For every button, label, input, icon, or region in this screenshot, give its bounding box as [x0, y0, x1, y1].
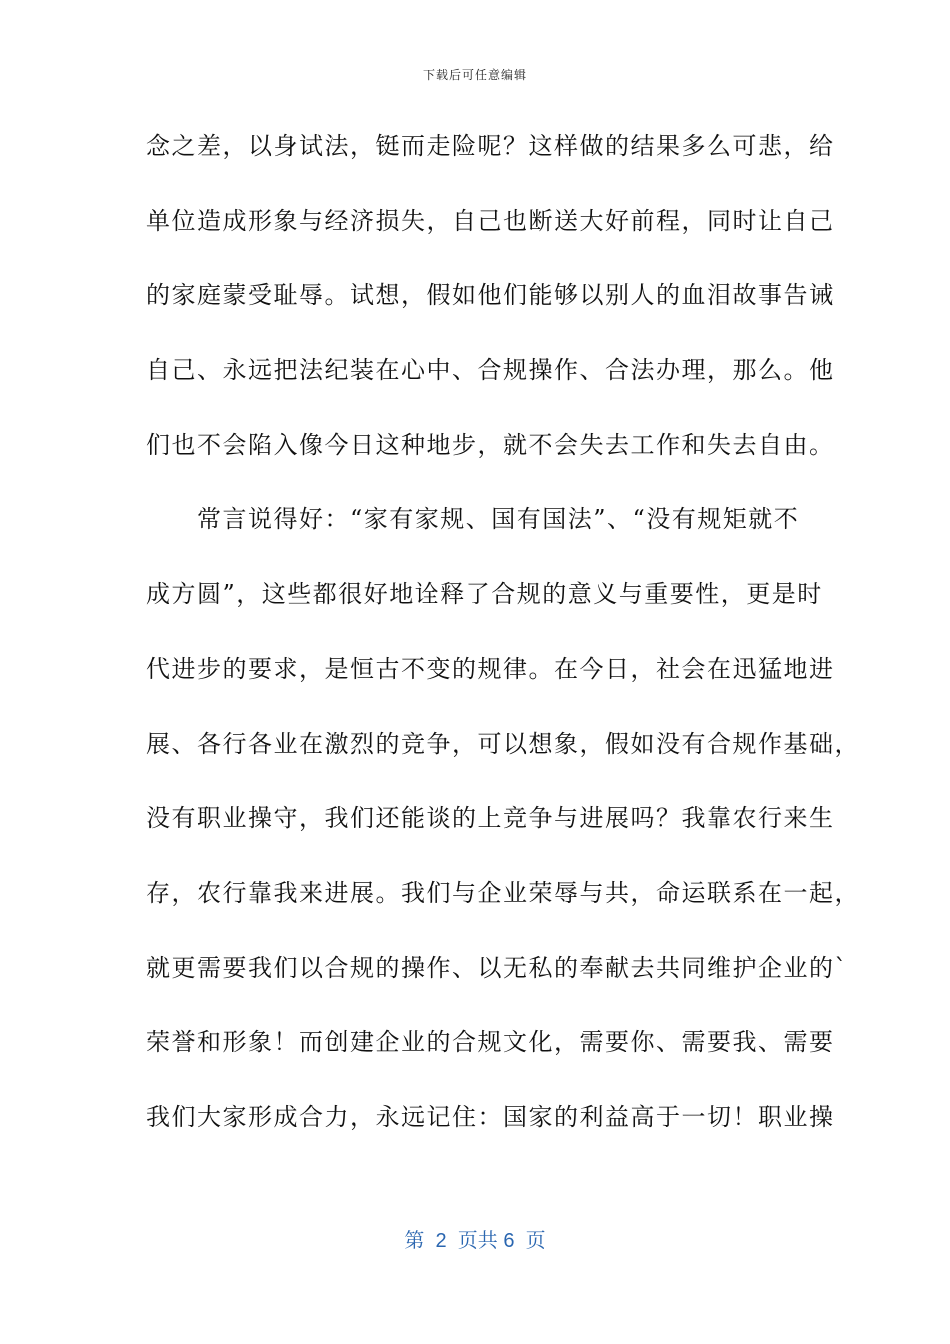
text-line: 展、各行各业在激烈的竞争，可以想象，假如没有合规作基础，	[146, 729, 860, 758]
text-line: 代进步的要求，是恒古不变的规律。在今日，社会在迅猛地进	[146, 654, 835, 683]
text-line: 我们大家形成合力，永远记住：国家的利益高于一切！职业操	[146, 1102, 835, 1131]
text-line: 没有职业操守，我们还能谈的上竞争与进展吗？我靠农行来生	[146, 804, 835, 833]
header-note: 下载后可任意编辑	[422, 68, 527, 82]
text-line: 们也不会陷入像今日这种地步，就不会失去工作和失去自由。	[146, 430, 835, 459]
text-line: 荣誉和形象！而创建企业的合规文化，需要你、需要我、需要	[146, 1028, 835, 1057]
text-line: 存，农行靠我来进展。我们与企业荣辱与共，命运联系在一起，	[146, 878, 860, 907]
text-line: 的家庭蒙受耻辱。试想，假如他们能够以别人的血泪故事告诫	[146, 281, 835, 310]
text-line: 成方圆”，这些都很好地诠释了合规的意义与重要性，更是时	[146, 580, 823, 609]
document-body	[146, 124, 860, 1170]
text-line: 就更需要我们以合规的操作、以无私的奉献去共同维护企业的`	[146, 953, 848, 982]
text-line: 单位造成形象与经济损失，自己也断送大好前程，同时让自己	[146, 206, 835, 235]
text-line: 常言说得好：“家有家规、国有国法”、“没有规矩就不	[146, 505, 800, 534]
text-line: 自己、永远把法纪装在心中、合规操作、合法办理，那么。他	[146, 356, 835, 385]
page-number-footer: 第 2 页共 6 页	[404, 1230, 546, 1252]
text-line: 念之差，以身试法，铤而走险呢？这样做的结果多么可悲，给	[146, 132, 835, 160]
